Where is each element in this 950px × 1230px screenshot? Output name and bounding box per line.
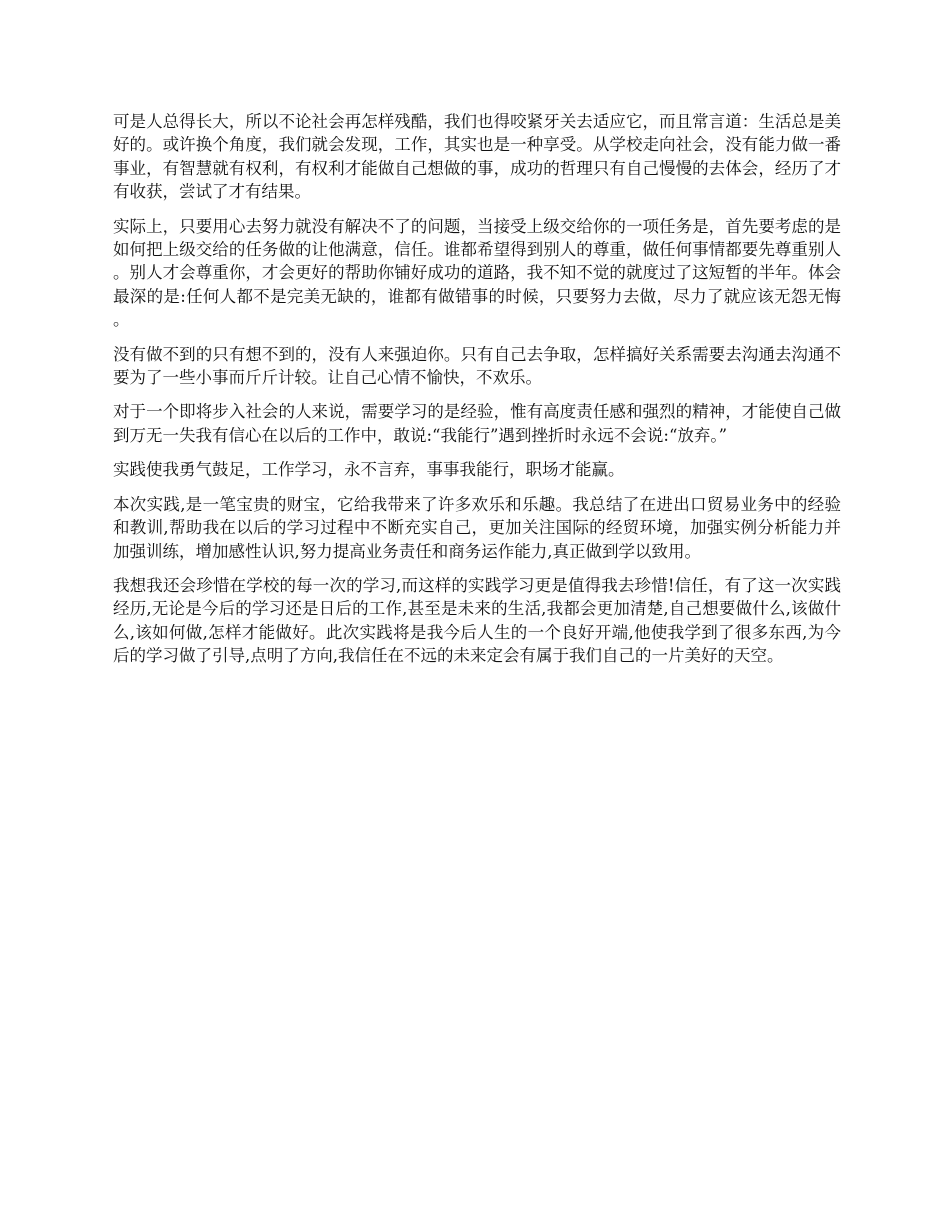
paragraph-5: 实践使我勇气鼓足，工作学习，永不言弃，事事我能行，职场才能赢。 <box>113 460 625 480</box>
paragraph-6: 本次实践,是一笔宝贵的财宝，它给我带来了许多欢乐和乐趣。我总结了在进出口贸易业务中的经验和教训,帮助我在以后的学习过程中不断充实自己，更加关注国际的经贸环境，加强实例分析能力并加强训练，增加感性认识,努力提高业务责任和商务运作能力,真正做到学以致用。 <box>113 494 841 561</box>
paragraph-7: 我想我还会珍惜在学校的每一次的学习,而这样的实践学习更是值得我去珍惜!信任，有了这一次实践经历,无论是今后的学习还是日后的工作,甚至是未来的生活,我都会更加清楚,自己想要做什么,该做什么,该如何做,怎样才能做好。此次实践将是我今后人生的一个良好开端,他使我学到了很多东西,为今后的学习做了引导,点明了方向,我信任在不远的未来定会有属于我们自己的一片美好的天空。 <box>113 575 841 666</box>
paragraph-3: 没有做不到的只有想不到的，没有人来强迫你。只有自己去争取，怎样搞好关系需要去沟通去沟通不要为了一些小事而斤斤计较。让自己心情不愉快，不欢乐。 <box>113 344 841 388</box>
paragraph-1: 可是人总得长大，所以不论社会再怎样残酷，我们也得咬紧牙关去适应它，而且常言道：生活总是美好的。或许换个角度，我们就会发现，工作，其实也是一种享受。从学校走向社会，没有能力做一番事业，有智慧就有权利，有权利才能做自己想做的事，成功的哲理只有自己慢慢的去体会，经历了才有收获，尝试了才有结果。 <box>113 112 841 202</box>
paragraph-2: 实际上，只要用心去努力就没有解决不了的问题，当接受上级交给你的一项任务是，首先要考虑的是如何把上级交给的任务做的让他满意，信任。谁都希望得到别人的尊重，做任何事情都要先尊重别人。别人才会尊重你，才会更好的帮助你铺好成功的道路，我不知不觉的就度过了这短暂的半年。体会最深的是:任何人都不是完美无缺的，谁都有做错事的时候，只要努力去做，尽力了就应该无怨无悔。 <box>113 216 841 330</box>
paragraph-4: 对于一个即将步入社会的人来说，需要学习的是经验，惟有高度责任感和强烈的精神，才能使自己做到万无一失我有信心在以后的工作中，敢说:“我能行”遇到挫折时永远不会说:“放弃。” <box>113 402 841 445</box>
document-body <box>113 110 841 679</box>
